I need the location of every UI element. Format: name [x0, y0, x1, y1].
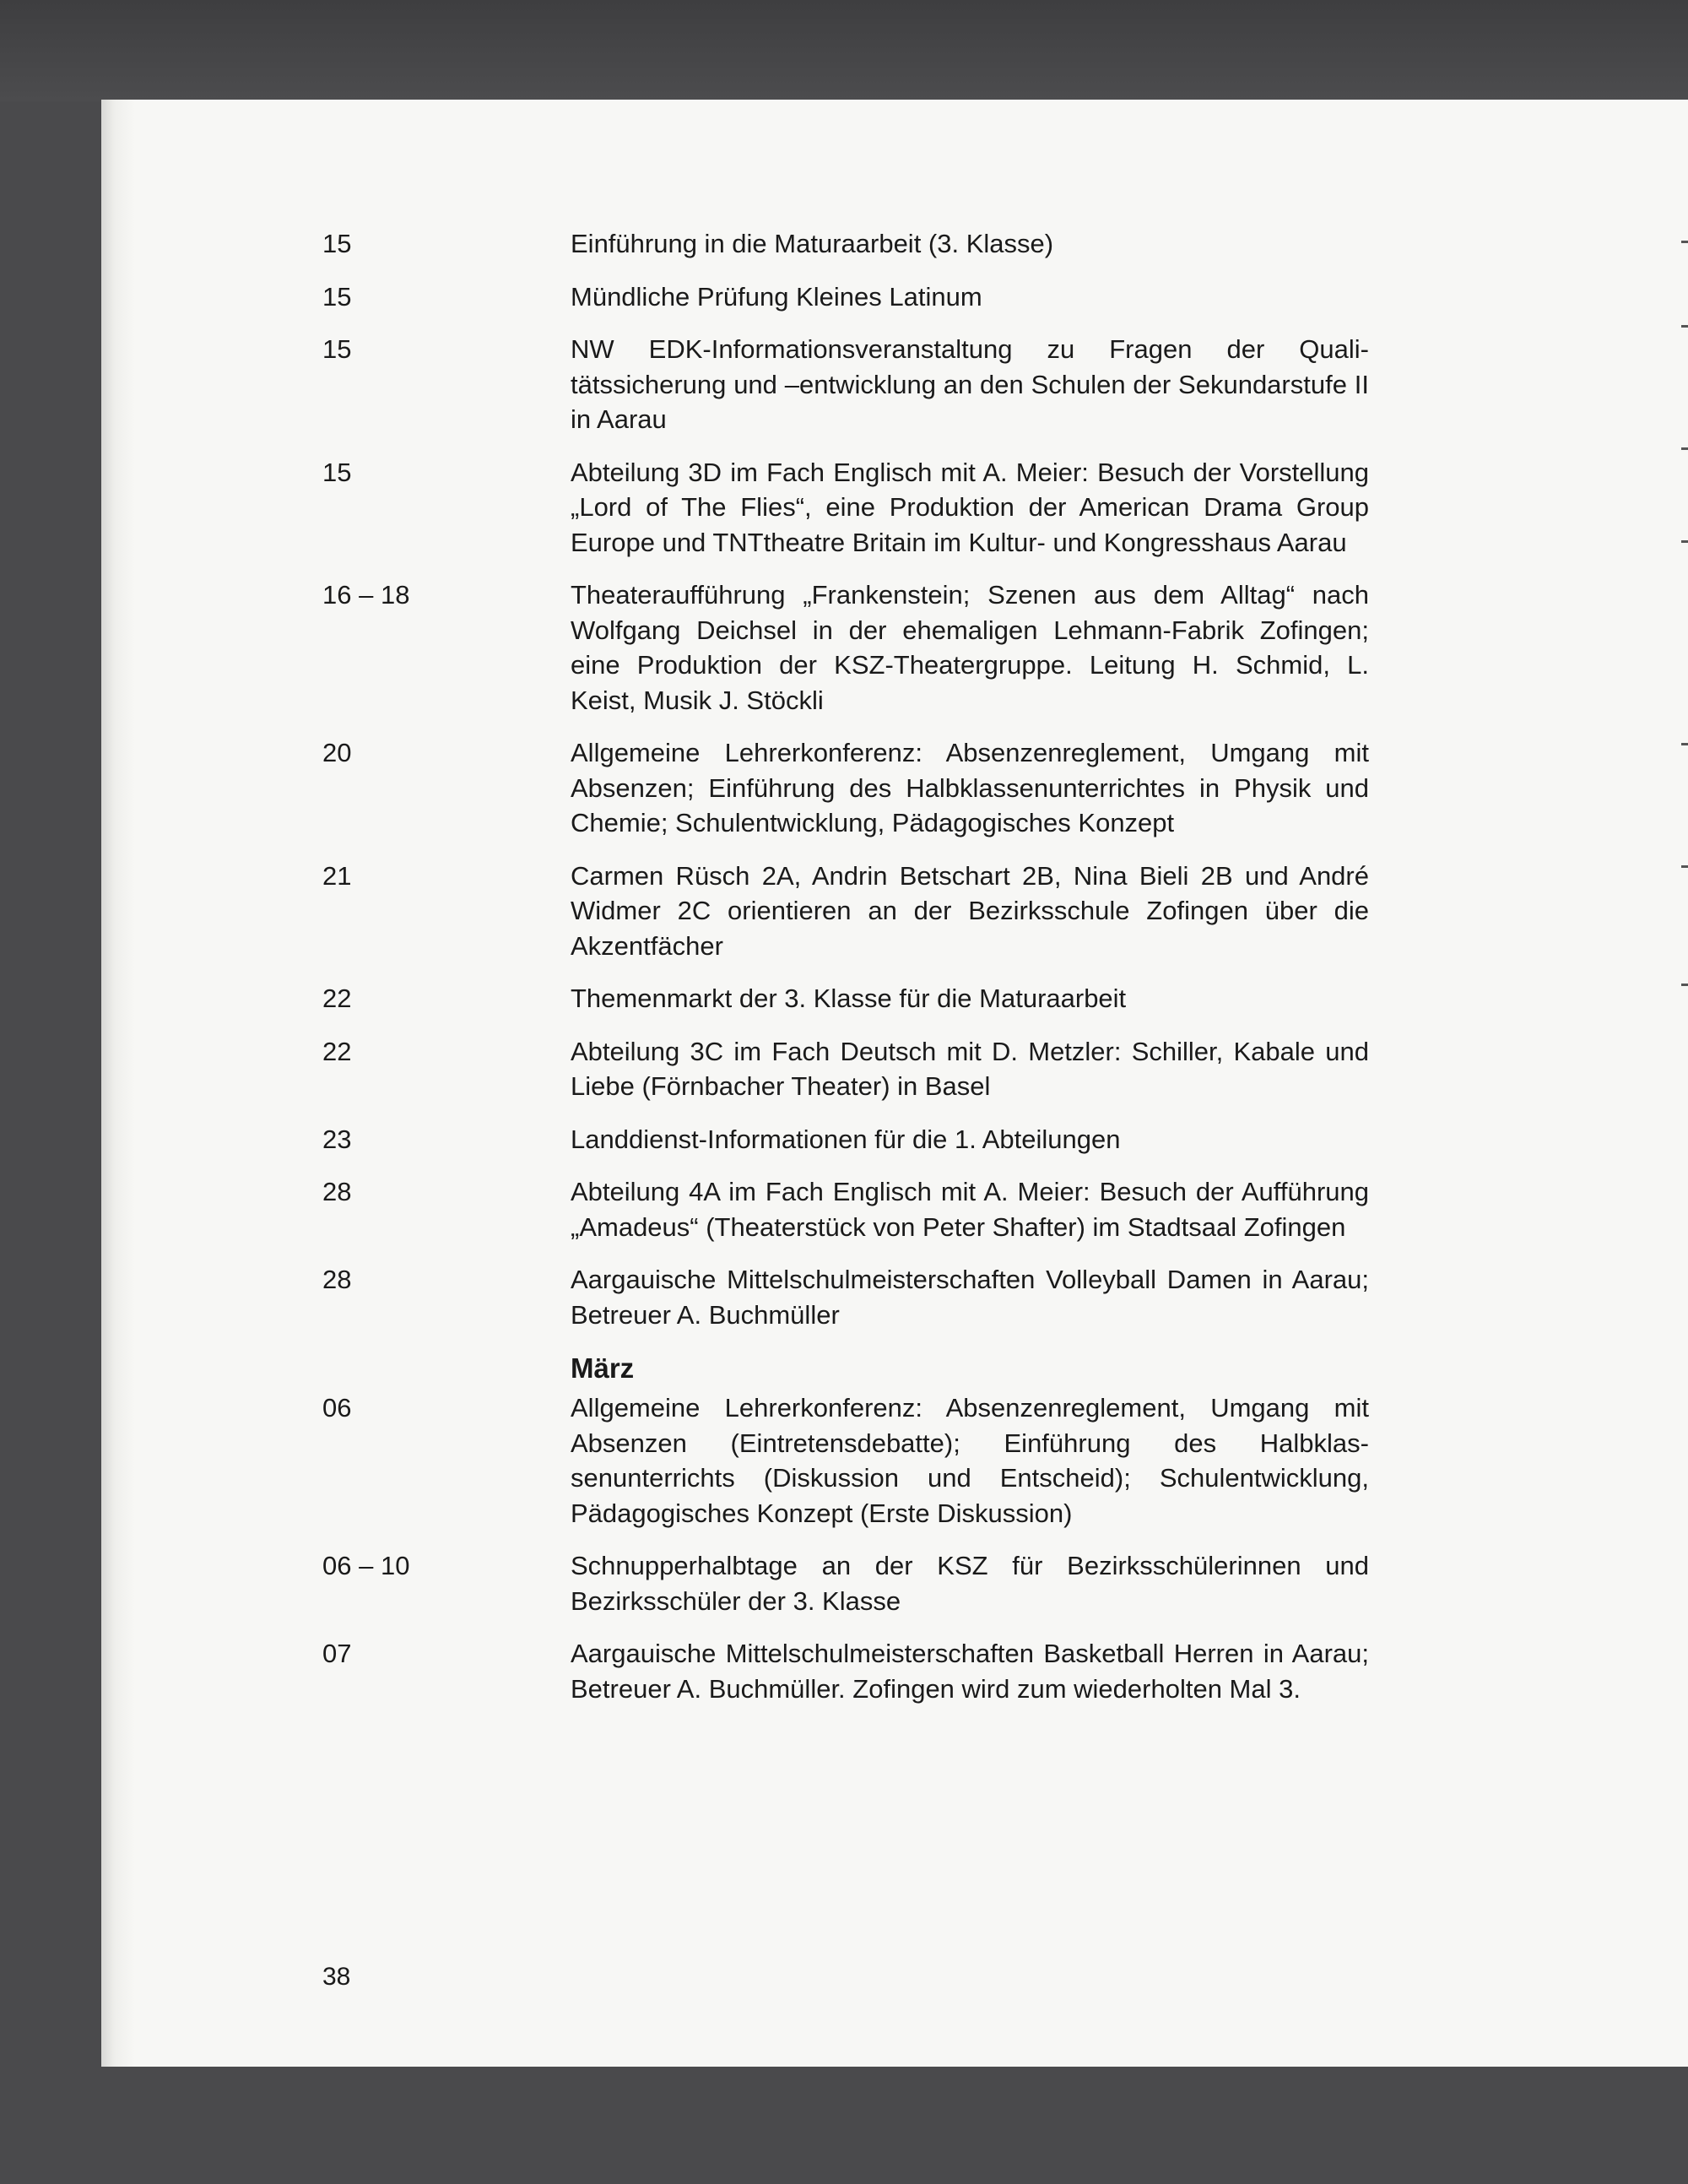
entry-date: 23	[322, 1124, 352, 1154]
entry-date: 15	[322, 281, 352, 312]
entry-date: 22	[322, 984, 352, 1013]
page-edge-shadow	[101, 100, 135, 2067]
entry-date: 28	[322, 1177, 352, 1206]
facing-page-mark	[1681, 241, 1688, 243]
entry-date: 28	[322, 1265, 352, 1294]
entry-date: 15	[322, 229, 352, 258]
chronicle-entry	[322, 859, 1369, 964]
entry-text: Theateraufführung „Frankenstein; Szenen aus dem Alltag“ nach Wolfgang Deichsel in der ehemaligen Lehmann-Fabrik Zofingen; eine Produktion der KSZ-Theatergruppe. Leitung H. Schmid, L. Keist, Musik J. Stöckli	[571, 580, 1369, 715]
facing-page-mark	[1681, 984, 1688, 986]
entry-date: 06	[322, 1393, 352, 1423]
chronicle-entry	[322, 1122, 1369, 1157]
february-entries	[322, 226, 1369, 1332]
entry-text: Abteilung 3D im Fach Englisch mit A. Meier: Besuch der Vorstellung „Lord of The Flies“, eine Produktion der American Drama Group Europe und TNTtheatre Britain im Kultur- und Kongresshaus Aarau	[571, 457, 1369, 557]
entry-date: 16 – 18	[322, 580, 410, 610]
entry-text: Themenmarkt der 3. Klasse für die Maturaarbeit	[571, 984, 1127, 1013]
chronicle-entry	[322, 1174, 1369, 1244]
chronicle-entries	[322, 226, 1369, 1724]
chronicle-entry	[322, 455, 1369, 561]
chronicle-entry	[322, 279, 1369, 315]
facing-page-mark	[1681, 325, 1688, 328]
entry-text: Landdienst-Informationen für die 1. Abteilungen	[571, 1124, 1121, 1154]
entry-date: 15	[322, 457, 352, 487]
entry-text: Abteilung 4A im Fach Englisch mit A. Meier: Besuch der Aufführung „Amadeus“ (Theaterstück von Peter Shafter) im Stadtsaal Zofingen	[571, 1177, 1369, 1242]
entry-text: Mündliche Prüfung Kleines Latinum	[571, 281, 982, 312]
scanner-background	[0, 0, 1688, 101]
chronicle-entry	[322, 1548, 1369, 1618]
entry-text: Allgemeine Lehrerkonferenz: Absenzenreglement, Umgang mit Absenzen (Eintretensdebatte); Einführung des Halbklassenunterrichts (Diskussion und Entscheid); Schulentwicklung, Pädagogisches Konzept (Erste Diskussion)	[571, 1393, 1369, 1528]
entry-date: 20	[322, 738, 352, 767]
chronicle-entry	[322, 577, 1369, 718]
chronicle-entry	[322, 981, 1369, 1016]
facing-page-mark	[1681, 540, 1688, 543]
entry-date: 22	[322, 1036, 352, 1066]
entry-text: Allgemeine Lehrerkonferenz: Absenzenreglement, Umgang mit Absenzen; Einführung des Halbklassenunterrichtes in Physik und Chemie; Schulentwicklung, Pädagogisches Konzept	[571, 738, 1369, 837]
entry-date: 07	[322, 1639, 352, 1668]
page-number: 38	[322, 1963, 351, 1991]
entry-text: Schnupperhalbtage an der KSZ für Bezirksschülerinnen und Bezirksschüler der 3. Klasse	[571, 1551, 1369, 1616]
entry-text: NW EDK-Informationsveranstaltung zu Fragen der Qualitätssicherung und –entwicklung an den Schulen der Sekundarstufe II in Aarau	[571, 334, 1369, 434]
entry-date: 21	[322, 860, 352, 891]
entry-text: Aargauische Mittelschulmeisterschaften Volleyball Damen in Aarau; Betreuer A. Buchmüller	[571, 1265, 1369, 1330]
facing-page-mark	[1681, 865, 1688, 868]
entry-text: Carmen Rüsch 2A, Andrin Betschart 2B, Nina Bieli 2B und André Widmer 2C orientieren an der Bezirksschule Zofingen über die Akzentfächer	[571, 860, 1369, 961]
chronicle-entry	[322, 1636, 1369, 1706]
entry-date: 06 – 10	[322, 1551, 410, 1580]
entry-date: 15	[322, 334, 352, 364]
chronicle-entry	[322, 1262, 1369, 1332]
chronicle-entry	[322, 735, 1369, 841]
chronicle-entry	[322, 1390, 1369, 1531]
chronicle-entry	[322, 332, 1369, 437]
entry-text: Einführung in die Maturaarbeit (3. Klasse)	[571, 229, 1054, 258]
chronicle-entry	[322, 1034, 1369, 1104]
entry-text: Abteilung 3C im Fach Deutsch mit D. Metzler: Schiller, Kabale und Liebe (Förnbacher Theater) in Basel	[571, 1036, 1369, 1101]
entry-text: Aargauische Mittelschulmeisterschaften Basketball Herren in Aarau; Betreuer A. Buchmüller. Zofingen wird zum wiederholten Mal 3.	[571, 1639, 1369, 1704]
facing-page-mark	[1681, 447, 1688, 450]
chronicle-entry	[322, 226, 1369, 262]
facing-page-mark	[1681, 743, 1688, 745]
month-heading: März	[571, 1352, 635, 1384]
march-entries	[322, 1390, 1369, 1706]
